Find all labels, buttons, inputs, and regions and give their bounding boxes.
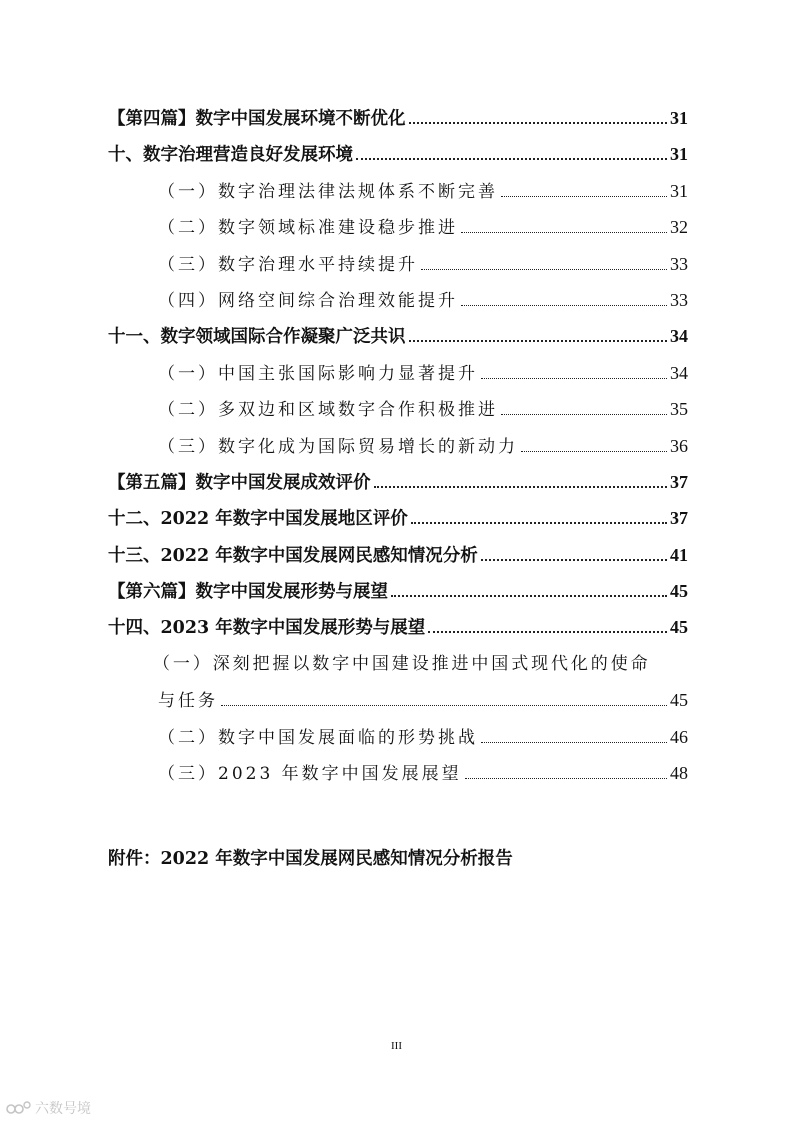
toc-entry-page: 35 — [670, 399, 688, 420]
table-of-contents — [108, 100, 688, 791]
dot-leader — [428, 631, 667, 633]
toc-entry-label: （一）数字治理法律法规体系不断完善 — [158, 181, 498, 202]
toc-entry[interactable] — [108, 136, 688, 172]
dot-leader — [409, 340, 668, 342]
toc-entry[interactable] — [108, 537, 688, 573]
toc-entry-label: 十二、2022 年数字中国发展地区评价 — [108, 509, 408, 530]
toc-entry-label: （二）多双边和区域数字合作积极推进 — [158, 400, 498, 421]
toc-entry-page: 45 — [670, 581, 688, 602]
dot-leader — [461, 232, 667, 233]
toc-entry[interactable] — [108, 355, 688, 391]
toc-entry-label: （一）中国主张国际影响力显著提升 — [158, 363, 478, 384]
watermark-text: 六数号境 — [35, 1101, 91, 1117]
toc-entry-label: （三）数字治理水平持续提升 — [158, 254, 418, 275]
toc-entry-page: 48 — [670, 763, 688, 784]
toc-entry-page: 37 — [670, 508, 688, 529]
page-number: III — [391, 1040, 402, 1052]
dot-leader — [481, 559, 667, 561]
toc-entry[interactable] — [108, 500, 688, 536]
dot-leader — [421, 269, 667, 270]
toc-entry-label: 十、数字治理营造良好发展环境 — [108, 145, 353, 166]
toc-entry-label: （三）2023 年数字中国发展展望 — [158, 764, 462, 785]
toc-entry-page: 45 — [670, 617, 688, 638]
dot-leader — [356, 158, 667, 160]
toc-entry[interactable] — [108, 318, 688, 354]
toc-entry-page: 34 — [670, 362, 688, 383]
toc-entry-continuation — [108, 682, 688, 718]
toc-entry-page: 34 — [670, 326, 688, 347]
toc-entry-page: 31 — [670, 180, 688, 201]
dot-leader — [481, 378, 667, 379]
toc-entry[interactable] — [108, 609, 688, 645]
dot-leader — [521, 451, 667, 452]
toc-entry[interactable] — [108, 719, 688, 755]
toc-entry-page: 45 — [670, 690, 688, 711]
dot-leader — [481, 742, 667, 743]
toc-entry[interactable] — [108, 391, 688, 427]
toc-entry-label: 十一、数字领域国际合作凝聚广泛共识 — [108, 327, 406, 348]
toc-entry-page: 31 — [670, 144, 688, 165]
toc-entry-label-line2: 与任务 — [158, 691, 218, 712]
watermark-logo-icon — [6, 1100, 32, 1116]
toc-entry-label-line1: （一）深刻把握以数字中国建设推进中国式现代化的使命 — [153, 653, 651, 674]
watermark — [6, 1098, 91, 1118]
toc-entry-page: 37 — [670, 471, 688, 492]
appendix-heading[interactable]: 附件：2022 年数字中国发展网民感知情况分析报告 — [108, 849, 513, 869]
toc-entry-label: （四）网络空间综合治理效能提升 — [158, 290, 458, 311]
dot-leader — [409, 122, 668, 124]
dot-leader — [501, 414, 667, 415]
toc-entry[interactable] — [108, 100, 688, 136]
toc-entry-label: 十四、2023 年数字中国发展形势与展望 — [108, 618, 426, 639]
toc-entry-label: 【第四篇】数字中国发展环境不断优化 — [108, 109, 406, 129]
dot-leader — [465, 778, 667, 779]
toc-entry-page: 31 — [670, 108, 688, 128]
toc-entry[interactable] — [108, 246, 688, 282]
toc-entry-page: 41 — [670, 544, 688, 565]
dot-leader — [461, 305, 667, 306]
toc-entry-label: 【第五篇】数字中国发展成效评价 — [108, 472, 371, 493]
toc-entry[interactable] — [108, 464, 688, 500]
toc-entry[interactable] — [108, 428, 688, 464]
toc-entry-label: （二）数字领域标准建设稳步推进 — [158, 218, 458, 239]
toc-entry-label: 【第六篇】数字中国发展形势与展望 — [108, 582, 388, 603]
dot-leader — [391, 595, 667, 597]
toc-entry-page: 33 — [670, 289, 688, 310]
toc-entry-label: （二）数字中国发展面临的形势挑战 — [158, 727, 478, 748]
dot-leader — [374, 486, 668, 488]
dot-leader — [411, 522, 667, 524]
toc-entry[interactable] — [108, 755, 688, 791]
toc-entry-label: （三）数字化成为国际贸易增长的新动力 — [158, 436, 518, 457]
toc-entry[interactable] — [108, 282, 688, 318]
toc-entry-page: 32 — [670, 217, 688, 238]
toc-entry[interactable] — [108, 573, 688, 609]
toc-entry-page: 36 — [670, 435, 688, 456]
toc-entry[interactable] — [108, 209, 688, 245]
toc-entry-wrapped[interactable] — [108, 646, 688, 719]
dot-leader — [221, 705, 667, 706]
dot-leader — [501, 196, 667, 197]
toc-entry[interactable] — [108, 173, 688, 209]
toc-entry-page: 33 — [670, 253, 688, 274]
toc-entry-label: 十三、2022 年数字中国发展网民感知情况分析 — [108, 545, 478, 566]
toc-entry-page: 46 — [670, 726, 688, 747]
